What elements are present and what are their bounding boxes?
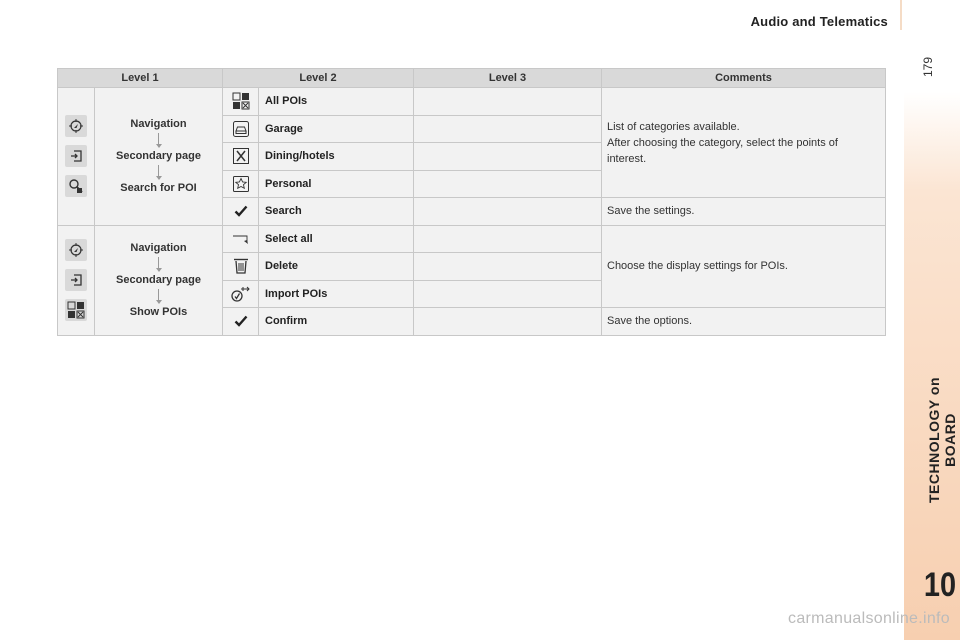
level1-icons-cell [58, 225, 95, 335]
table-header-row [58, 69, 886, 88]
personal-star-icon [232, 175, 250, 193]
level2-icon-cell [223, 225, 259, 253]
level2-label: Confirm [259, 308, 414, 336]
comment-cell [602, 88, 886, 198]
level3-cell [414, 253, 602, 281]
poi-settings-table [57, 68, 886, 336]
import-usb-icon [231, 285, 251, 303]
navigation-target-icon [65, 115, 87, 137]
level3-cell [414, 308, 602, 336]
delete-bin-icon [233, 257, 249, 275]
table-row [58, 88, 886, 116]
arrow-down-icon [156, 287, 162, 305]
level2-label: Delete [259, 253, 414, 281]
column-header-level2: Level 2 [223, 69, 414, 88]
page-number: 179 [921, 56, 935, 78]
level3-cell [414, 225, 602, 253]
column-header-level1: Level 1 [58, 69, 223, 88]
level1-steps-cell [95, 225, 223, 335]
level2-label: Import POIs [259, 280, 414, 308]
level3-cell [414, 88, 602, 116]
comment-line: After choosing the category, select the points of interest. [607, 136, 838, 165]
dining-hotels-icon [232, 147, 250, 165]
comment-cell: Save the settings. [602, 198, 886, 226]
section-title: Audio and Telematics [750, 14, 888, 29]
level1-steps-cell [95, 88, 223, 226]
level1-icons-cell [58, 88, 95, 226]
level2-icon-cell [223, 198, 259, 226]
arrow-down-icon [156, 131, 162, 149]
level1-step-secondary-page: Secondary page [116, 150, 201, 163]
level2-icon-cell [223, 308, 259, 336]
checkmark-icon [234, 314, 248, 328]
level2-label: Garage [259, 115, 414, 143]
level3-cell [414, 143, 602, 171]
level3-cell [414, 198, 602, 226]
level2-label: All POIs [259, 88, 414, 116]
level2-label: Select all [259, 225, 414, 253]
footer-watermark: carmanualsonline.info [788, 610, 950, 627]
chapter-label: TECHNOLOGY on BOARD [926, 376, 958, 504]
secondary-page-icon [65, 145, 87, 167]
level1-step-navigation: Navigation [130, 118, 187, 131]
show-pois-icon [65, 299, 87, 321]
level2-icon-cell [223, 170, 259, 198]
level1-step-secondary-page: Secondary page [116, 274, 201, 286]
secondary-page-icon [65, 269, 87, 291]
level2-icon-cell [223, 280, 259, 308]
level3-cell [414, 280, 602, 308]
level2-icon-cell [223, 115, 259, 143]
select-all-icon [231, 232, 251, 246]
comment-cell: Save the options. [602, 308, 886, 336]
all-pois-icon [232, 92, 250, 110]
level1-step-navigation: Navigation [130, 242, 187, 254]
navigation-target-icon [65, 239, 87, 261]
level3-cell [414, 170, 602, 198]
arrow-down-icon [156, 163, 162, 181]
table-row [58, 225, 886, 253]
garage-icon [232, 120, 250, 138]
level2-label: Search [259, 198, 414, 226]
level2-icon-cell [223, 88, 259, 116]
header-divider [900, 0, 902, 30]
level2-icon-cell [223, 143, 259, 171]
column-header-comments: Comments [602, 69, 886, 88]
chapter-number: 10 [923, 566, 957, 604]
level3-cell [414, 115, 602, 143]
level2-icon-cell [223, 253, 259, 281]
checkmark-icon [234, 204, 248, 218]
level1-step-show-pois: Show POIs [129, 306, 188, 318]
level1-step-search-poi: Search for POI [120, 182, 197, 195]
comment-cell: Choose the display settings for POIs. [602, 225, 886, 308]
comment-line: List of categories available. [607, 120, 740, 133]
level2-label: Personal [259, 170, 414, 198]
search-poi-icon [65, 175, 87, 197]
arrow-down-icon [156, 255, 162, 273]
column-header-level3: Level 3 [414, 69, 602, 88]
level2-label: Dining/hotels [259, 143, 414, 171]
